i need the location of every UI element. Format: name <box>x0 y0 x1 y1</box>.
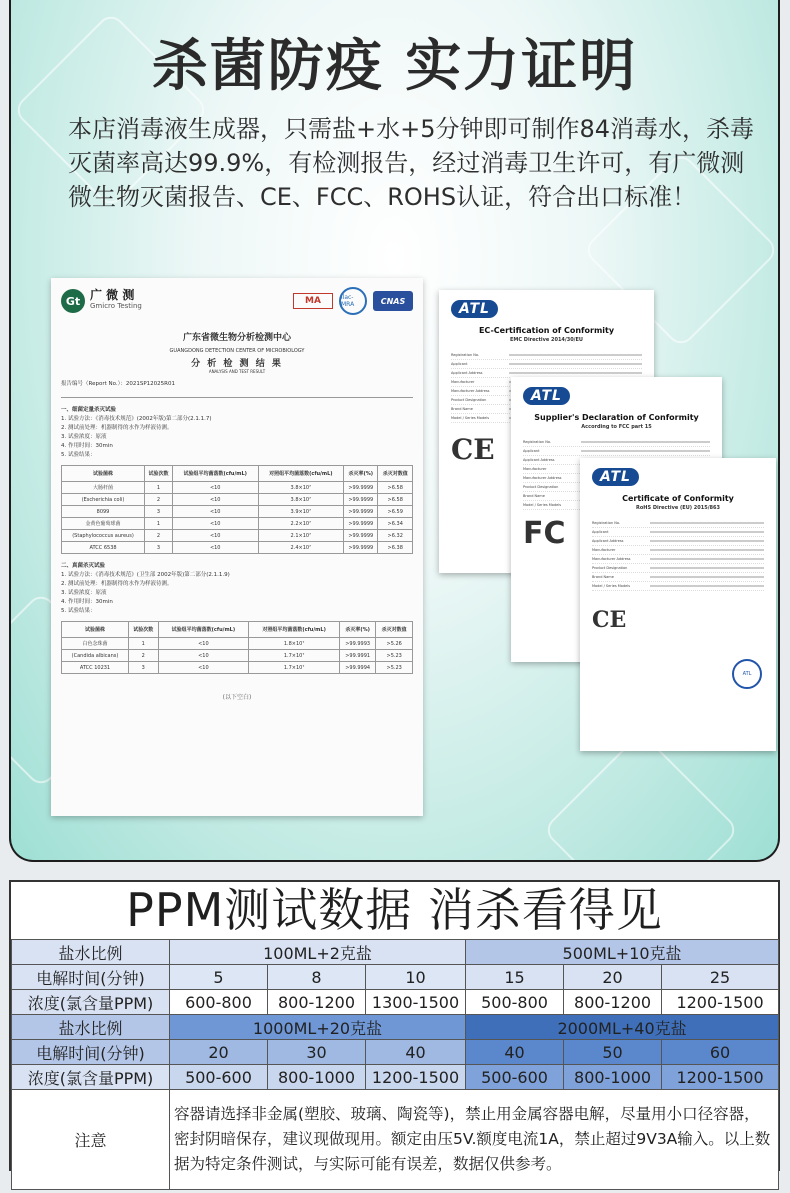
ratio-label: 盐水比例 <box>12 940 170 965</box>
table-cell: >6.32 <box>378 530 413 542</box>
cert-field-label: Model / Series Models <box>592 584 631 588</box>
cert-field-value <box>509 372 642 374</box>
conc-cell: 800-1200 <box>268 990 366 1015</box>
time-cell: 30 <box>268 1040 366 1065</box>
table-cell: 1 <box>145 482 173 494</box>
table-cell: 白色念珠菌 <box>62 638 129 650</box>
section1-heading: 一、细菌定量杀灭试验 <box>61 407 117 413</box>
time-cell: 20 <box>564 965 662 990</box>
table-cell: >99.9999 <box>344 482 378 494</box>
table-cell: >99.9991 <box>339 650 375 662</box>
cert-field-row <box>451 351 642 360</box>
table-row <box>62 494 413 506</box>
table-cell: >5.26 <box>376 638 413 650</box>
note-text: 容器请选择非金属(塑胶、玻璃、陶瓷等)，禁止用金属容器电解，尽量用小口径容器，密封阴暗保存，建议现做现用。额定由压5V.额度电流1A，禁止超过9V3A输入。以上数据为特定条件测试，与实际可能有误差，数据仅供参考。 <box>170 1090 779 1190</box>
report-header <box>61 286 413 316</box>
table-header: 杀灭率(%) <box>344 466 378 482</box>
cert-field-value <box>650 567 764 569</box>
atl-stamp-icon: ATL <box>732 659 762 689</box>
cert-field-label: Brand Name <box>523 494 545 498</box>
table-cell: <10 <box>172 506 258 518</box>
table-row <box>12 940 779 965</box>
table-row <box>62 530 413 542</box>
table-cell: 3.8×10⁷ <box>258 482 344 494</box>
cert-field-label: Registration No. <box>451 353 480 357</box>
ilac-mark-icon: ilac-MRA <box>339 287 367 315</box>
cert-field-label: Manufacturer Address <box>451 389 490 393</box>
cert-field-value <box>509 354 642 356</box>
cert-field-label: Applicant <box>592 530 609 534</box>
time-label: 电解时间(分钟) <box>12 965 170 990</box>
table-cell: <10 <box>172 494 258 506</box>
time-cell: 60 <box>662 1040 779 1065</box>
atl-logo-icon: ATL <box>592 468 639 486</box>
cert-field-row <box>523 438 710 447</box>
ppm-table <box>11 939 779 1190</box>
table-cell: >99.9999 <box>344 494 378 506</box>
table-cell: (Candida albicans) <box>62 650 129 662</box>
cert-field-row <box>592 573 764 582</box>
cert-field-label: Model / Series Models <box>451 416 490 420</box>
table-cell: ATCC 10231 <box>62 662 129 674</box>
ratio-value: 500ML+10克盐 <box>466 940 779 965</box>
table-cell: 大肠杆菌 <box>62 482 145 494</box>
concentration-line: 3. 试验浓度：原液 <box>61 434 107 440</box>
table-header: 杀灭对数值 <box>378 466 413 482</box>
cert-field-row <box>451 360 642 369</box>
table-row <box>62 542 413 554</box>
conc-cell: 800-1200 <box>564 990 662 1015</box>
ratio-label: 盐水比例 <box>12 1015 170 1040</box>
test-report-document <box>51 278 423 816</box>
cert-fields <box>592 519 764 591</box>
cert-title: Certificate of Conformity <box>622 494 734 503</box>
cert-title: EC-Certification of Conformity <box>478 326 615 335</box>
cert-field-value <box>650 549 764 551</box>
table-cell: >99.9999 <box>344 542 378 554</box>
cert-field-label: Product Designation <box>523 485 559 489</box>
note-label: 注意 <box>12 1090 170 1190</box>
method-line: 1. 试验方法：《消毒技术规范》(卫生部 2002年版)第二部分(2.1.1.9) <box>61 572 230 578</box>
cert-field-label: Manufacturer <box>592 548 616 552</box>
cert-subtitle: EMC Directive 2014/30/EU <box>510 337 583 343</box>
table-row <box>62 638 413 650</box>
table-cell: (Staphylococcus aureus) <box>62 530 145 542</box>
time-cell: 25 <box>662 965 779 990</box>
time-cell: 20 <box>170 1040 268 1065</box>
fcc-mark-icon: FC <box>523 516 566 551</box>
table-header: 试验菌株 <box>62 466 145 482</box>
cert-field-label: Model / Series Models <box>523 503 562 507</box>
time-cell: 50 <box>564 1040 662 1065</box>
table-cell: >5.23 <box>376 650 413 662</box>
conc-cell: 1200-1500 <box>662 990 779 1015</box>
cert-field-row <box>592 546 764 555</box>
conc-cell: 500-600 <box>170 1065 268 1090</box>
cert-address <box>684 468 764 486</box>
table-cell: >6.59 <box>378 506 413 518</box>
pretreat-line: 2. 测试前处理：机器制得的水作为样液待测。 <box>61 581 173 587</box>
table-header: 试验组平均菌落数(cfu/mL) <box>158 622 249 638</box>
pretreat-line: 2. 测试前处理：机器制得的水作为样液待测。 <box>61 425 173 431</box>
table-cell: >99.9994 <box>339 662 375 674</box>
table-cell: ATCC 6538 <box>62 542 145 554</box>
table-row <box>12 1015 779 1040</box>
report-result-title: 分 析 检 测 结 果 <box>191 359 283 369</box>
table-row <box>62 662 413 674</box>
table-cell: (Escherichia coli) <box>62 494 145 506</box>
cert-field-label: Applicant Address <box>523 458 555 462</box>
cert-field-row <box>592 564 764 573</box>
ma-mark-icon: MA <box>293 293 333 309</box>
cert-field-label: Applicant Address <box>451 371 483 375</box>
table-cell: <10 <box>172 482 258 494</box>
conc-cell: 800-1000 <box>268 1065 366 1090</box>
time-cell: 40 <box>466 1040 564 1065</box>
report-title-block <box>61 330 413 374</box>
logo-cn-text: 广 微 测 <box>90 288 135 302</box>
time-cell: 10 <box>366 965 466 990</box>
cert-field-value <box>650 576 764 578</box>
table-cell: 3.9×10⁷ <box>258 506 344 518</box>
accreditation-marks <box>293 287 413 315</box>
table-cell: >6.38 <box>378 542 413 554</box>
method-line: 1. 试验方法：《消毒技术规范》(2002年版)第二部分(2.1.1.7) <box>61 416 212 422</box>
cert-field-label: Manufacturer Address <box>592 557 631 561</box>
table-cell: >6.34 <box>378 518 413 530</box>
table-cell: <10 <box>172 518 258 530</box>
cert-field-row <box>592 582 764 591</box>
conc-label: 浓度(氯含量PPM) <box>12 990 170 1015</box>
table-header: 试验菌株 <box>62 622 129 638</box>
table-header: 试验次数 <box>128 622 158 638</box>
table-row <box>62 650 413 662</box>
cnas-mark-icon: CNAS <box>373 291 413 311</box>
conc-cell: 1200-1500 <box>662 1065 779 1090</box>
section2-lines <box>61 571 413 616</box>
result-line: 5. 试验结果： <box>61 452 96 458</box>
cert-field-value <box>650 531 764 533</box>
table-cell: 3 <box>128 662 158 674</box>
table-cell: 1 <box>145 518 173 530</box>
ratio-value: 100ML+2克盐 <box>170 940 466 965</box>
cert-subtitle: RoHS Directive (EU) 2015/863 <box>636 505 720 511</box>
table-cell: <10 <box>172 530 258 542</box>
gmicro-logo-icon: Gt <box>61 289 85 313</box>
concentration-line: 3. 试验浓度：原液 <box>61 590 107 596</box>
table-row <box>12 1040 779 1065</box>
table-row <box>62 482 413 494</box>
table-row <box>62 506 413 518</box>
ce-mark-icon: CE <box>451 433 495 466</box>
report-center-title: 广东省微生物分析检测中心 <box>182 333 291 343</box>
conc-cell: 500-800 <box>466 990 564 1015</box>
result-line: 5. 试验结果： <box>61 608 96 614</box>
time-line: 4. 作用时间：30min <box>61 599 113 605</box>
table-cell: <10 <box>172 542 258 554</box>
cert-field-label: Applicant <box>523 449 540 453</box>
report-end-note: (以下空白) <box>222 694 252 701</box>
cert-field-label: Registration No. <box>592 521 621 525</box>
section1-lines <box>61 415 413 460</box>
cert-field-value <box>509 363 642 365</box>
ce-mark-icon: CE <box>592 607 627 633</box>
atl-logo-icon: ATL <box>451 300 498 318</box>
cert-field-label: Registration No. <box>523 440 552 444</box>
table-header: 杀灭率(%) <box>339 622 375 638</box>
cert-address <box>562 300 642 318</box>
table-cell: 8099 <box>62 506 145 518</box>
fungi-result-table <box>61 621 413 674</box>
cert-field-label: Manufacturer Address <box>523 476 562 480</box>
page-headline: 杀菌防疫 实力证明 <box>151 34 638 99</box>
table-row <box>12 1065 779 1090</box>
table-cell: >99.9999 <box>344 530 378 542</box>
cert-field-row <box>592 519 764 528</box>
table-cell: >6.58 <box>378 482 413 494</box>
table-cell: <10 <box>158 638 249 650</box>
cert-field-value <box>650 585 764 587</box>
table-cell: <10 <box>158 662 249 674</box>
table-header: 试验次数 <box>145 466 173 482</box>
ppm-title: PPM测试数据 消杀看得见 <box>126 883 663 937</box>
cert-field-value <box>581 450 710 452</box>
conc-cell: 1300-1500 <box>366 990 466 1015</box>
table-cell: 3.8×10⁷ <box>258 494 344 506</box>
report-number: 报告编号（Report No.）：2021SP12025R01 <box>61 381 175 387</box>
time-label: 电解时间(分钟) <box>12 1040 170 1065</box>
table-cell: 2.1×10⁷ <box>258 530 344 542</box>
cert-field-row <box>592 528 764 537</box>
table-cell: 2 <box>145 494 173 506</box>
time-cell: 8 <box>268 965 366 990</box>
conc-label: 浓度(氯含量PPM) <box>12 1065 170 1090</box>
cert-field-label: Product Designation <box>451 398 487 402</box>
conc-cell: 800-1000 <box>564 1065 662 1090</box>
time-cell: 5 <box>170 965 268 990</box>
table-cell: 2.2×10⁷ <box>258 518 344 530</box>
table-cell: 金黄色葡萄球菌 <box>62 518 145 530</box>
table-cell: 1 <box>128 638 158 650</box>
table-header: 对照组平均菌落数(cfu/mL) <box>249 622 340 638</box>
table-cell: 3 <box>145 506 173 518</box>
table-row <box>12 1090 779 1190</box>
cert-field-label: Manufacturer <box>451 380 475 384</box>
atl-logo-icon: ATL <box>523 387 570 405</box>
cert-field-value <box>650 522 764 524</box>
cert-title: Supplier's Declaration of Conformity <box>534 413 699 422</box>
cert-subtitle: According to FCC part 15 <box>581 424 652 430</box>
cert-address <box>630 387 710 405</box>
table-cell: <10 <box>158 650 249 662</box>
report-result-en: ANALYSIS AND TEST RESULT <box>208 369 266 374</box>
table-cell: >99.9999 <box>344 518 378 530</box>
cert-field-label: Product Designation <box>592 566 628 570</box>
table-cell: >99.9993 <box>339 638 375 650</box>
rohs-certificate <box>580 458 776 751</box>
table-header: 试验组平均菌落数(cfu/mL) <box>172 466 258 482</box>
time-line: 4. 作用时间：30min <box>61 443 113 449</box>
conc-cell: 1200-1500 <box>366 1065 466 1090</box>
cert-field-value <box>650 558 764 560</box>
table-cell: 1.7×10⁷ <box>249 650 340 662</box>
intro-paragraph: 本店消毒液生成器，只需盐+水+5分钟即可制作84消毒水，杀毒灭菌率高达99.9%，有检测报告，经过消毒卫生许可，有广微测微生物灭菌报告、CE、FCC、ROHS认证，符合出口标准！ <box>68 115 755 211</box>
cert-field-label: Brand Name <box>451 407 473 411</box>
table-header: 对照组平均菌落数(cfu/mL) <box>258 466 344 482</box>
conc-cell: 600-800 <box>170 990 268 1015</box>
time-cell: 40 <box>366 1040 466 1065</box>
table-cell: >6.58 <box>378 494 413 506</box>
section2-heading: 二、真菌杀灭试验 <box>61 563 106 569</box>
table-row <box>12 965 779 990</box>
cert-field-label: Manufacturer <box>523 467 547 471</box>
cert-field-label: Applicant Address <box>592 539 624 543</box>
table-cell: 2 <box>128 650 158 662</box>
report-center-en: GUANGDONG DETECTION CENTER OF MICROBIOLOGY <box>169 348 305 354</box>
bacteria-result-table <box>61 465 413 554</box>
divider <box>61 397 413 398</box>
table-cell: 1.8×10⁷ <box>249 638 340 650</box>
table-cell: >99.9999 <box>344 506 378 518</box>
ratio-value: 1000ML+20克盐 <box>170 1015 466 1040</box>
cert-field-row <box>523 447 710 456</box>
table-cell: 3 <box>145 542 173 554</box>
table-header: 杀灭对数值 <box>376 622 413 638</box>
certification-panel <box>9 0 780 862</box>
ratio-value: 2000ML+40克盐 <box>466 1015 779 1040</box>
table-row <box>62 518 413 530</box>
table-row <box>12 990 779 1015</box>
cert-field-value <box>581 441 710 443</box>
table-cell: >5.23 <box>376 662 413 674</box>
gmicro-logo <box>61 289 142 313</box>
conc-cell: 500-600 <box>466 1065 564 1090</box>
table-cell: 2.4×10⁷ <box>258 542 344 554</box>
time-cell: 15 <box>466 965 564 990</box>
cert-field-row <box>592 555 764 564</box>
cert-field-label: Applicant <box>451 362 468 366</box>
cert-field-row <box>592 537 764 546</box>
table-cell: 2 <box>145 530 173 542</box>
table-cell: 1.7×10⁷ <box>249 662 340 674</box>
cert-field-value <box>650 540 764 542</box>
logo-en-text: Gmicro Testing <box>90 302 142 310</box>
cert-field-label: Brand Name <box>592 575 614 579</box>
ppm-data-section <box>9 880 780 1171</box>
